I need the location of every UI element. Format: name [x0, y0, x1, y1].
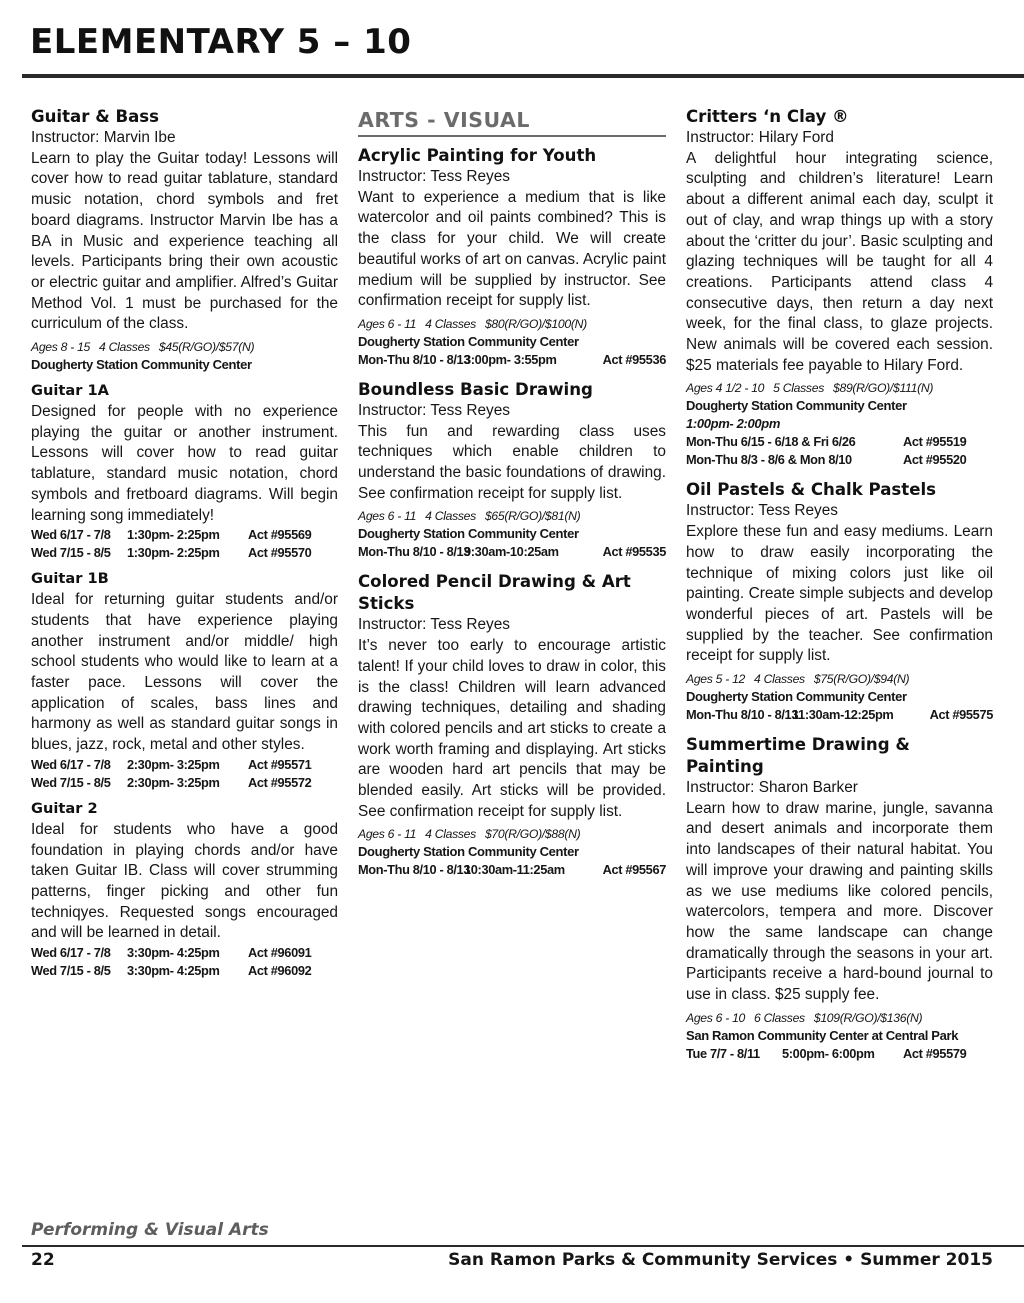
session-act: Act #95579 — [903, 1045, 967, 1061]
session-days: Mon-Thu 8/10 - 8/13 — [686, 707, 799, 723]
course-title: Colored Pencil Drawing & Art Sticks — [358, 572, 631, 614]
course-instructor: Instructor: Tess Reyes — [358, 168, 510, 185]
course-description: Learn to play the Guitar today! Lessons will cover how to read guitar tablature, standard music notation, chord symbols and fret board diagrams. Instructor Marvin Ibe has a BA in Music and experience teaching all levels. Participants bring their own acoustic or electric guitar and amplifier. Alfred’s Guitar Method Vol. 1 must be purchased for the curriculum of the class. — [31, 149, 338, 333]
session-days: Wed 6/17 - 7/8 — [31, 527, 111, 543]
session-act: Act #96091 — [248, 945, 312, 961]
session-act: Act #95567 — [602, 862, 666, 878]
session-days: Mon-Thu 8/3 - 8/6 & Mon 8/10 — [686, 452, 852, 468]
session-act: Act #95575 — [929, 707, 993, 723]
course-classes: 6 Classes — [754, 1010, 805, 1025]
publication-info: San Ramon Parks & Community Services • Summer 2015 — [448, 1250, 993, 1270]
session-time: 11:30am-12:25pm — [792, 707, 894, 723]
course-ages: Ages 5 - 12 — [686, 672, 746, 687]
session-days: Wed 7/15 - 8/5 — [31, 963, 111, 979]
course-description: Ideal for returning guitar students and/or students that have experience playing another instrument and/or middle/ high school students who would like to learn at a faster pace. Lessons will cover the application of scales, bass lines and harmony as well as standard guitar songs in blues, jazz, rock, metal and other styles. — [31, 591, 338, 754]
course-fee: $45(R/GO)/$57(N) — [158, 340, 255, 355]
course-classes: 4 Classes — [425, 316, 476, 331]
course-classes: 4 Classes — [99, 340, 150, 355]
course-ages: Ages 8 - 15 — [31, 340, 91, 355]
course-instructor: Instructor: Tess Reyes — [358, 616, 510, 634]
course-title: Guitar 1B — [31, 570, 109, 588]
course-description: Want to experience a medium that is like watercolor and oil paints combined? This is the class for your child. We will create beautiful works of art on canvas. Acrylic paint medium will be supplied by instructor. See confirmation receipt for supply list. — [358, 188, 666, 310]
course-ages: Ages 6 - 11 — [358, 316, 417, 331]
session-time: 3:30pm- 4:25pm — [127, 945, 220, 961]
course-title: Summertime Drawing & Painting — [686, 735, 910, 777]
session-row — [686, 451, 993, 469]
column-3 — [686, 106, 993, 1063]
session-row — [31, 526, 338, 544]
session-days: Tue 7/7 - 8/11 — [686, 1045, 760, 1061]
session-days: Wed 6/17 - 7/8 — [31, 756, 111, 772]
course-meta — [358, 315, 666, 333]
column-2 — [358, 106, 666, 879]
session-row — [31, 962, 338, 980]
session-act: Act #95571 — [248, 756, 312, 772]
session-act: Act #95572 — [248, 774, 312, 790]
section-title: ARTS - VISUAL — [358, 108, 666, 137]
session-row — [31, 544, 338, 562]
session-act: Act #95536 — [602, 351, 666, 367]
course-classes: 4 Classes — [425, 827, 476, 842]
course-meta — [686, 670, 993, 688]
session-row — [686, 433, 993, 451]
course-title: Acrylic Painting for Youth — [358, 146, 597, 165]
session-time: 1:30pm- 2:25pm — [127, 545, 220, 561]
course-location: Dougherty Station Community Center — [686, 398, 907, 414]
course-location: Dougherty Station Community Center — [358, 333, 579, 349]
course-fee: $109(R/GO)/$136(N) — [813, 1010, 923, 1025]
course-location: Dougherty Station Community Center — [31, 357, 252, 373]
page-number: 22 — [31, 1250, 55, 1270]
session-days: Wed 6/17 - 7/8 — [31, 945, 111, 961]
session-time: 2:30pm- 3:25pm — [127, 774, 220, 790]
course-description: Explore these fun and easy mediums. Learn how to draw easily incorporating the technique of mixing colors just like oil painting. Create simple subjects and develop wonderful pieces of art. Pastels will be supplied by the teacher. See confirmation receipt for supply list. — [686, 523, 993, 665]
course-ages: Ages 6 - 10 — [686, 1010, 746, 1025]
session-row — [31, 774, 338, 792]
session-time: 3:30pm- 4:25pm — [127, 963, 220, 979]
course-ages: Ages 4 1/2 - 10 — [686, 381, 765, 396]
session-act: Act #95520 — [903, 452, 967, 468]
course-location: San Ramon Community Center at Central Park — [686, 1027, 959, 1043]
course-fee: $70(R/GO)/$88(N) — [484, 827, 581, 842]
course-fee: $89(R/GO)/$111(N) — [832, 381, 934, 396]
course-meta — [358, 825, 666, 843]
course-ages: Ages 6 - 11 — [358, 827, 417, 842]
course-instructor: Instructor: Sharon Barker — [686, 779, 858, 797]
course-title: Guitar & Bass — [31, 107, 160, 126]
session-row — [31, 944, 338, 962]
course-instructor: Instructor: Hilary Ford — [686, 129, 834, 146]
session-act: Act #95519 — [903, 434, 967, 450]
course-title: Guitar 1A — [31, 382, 109, 400]
session-days: Wed 7/15 - 8/5 — [31, 774, 111, 790]
course-fee: $75(R/GO)/$94(N) — [813, 672, 910, 687]
course-description: It’s never too early to encourage artistic talent! If your child loves to draw in color, this is the class! Children will learn advanced drawing techniques, detailing and shading with colored pencils and art sticks to create a work worth framing and displaying. Art sticks are wooden hard art pencils that may be blended easily. Art sticks will be provided. See confirmation receipt for supply list. — [358, 637, 666, 820]
session-time: 9:30am-10:25am — [464, 544, 559, 560]
course-title: Oil Pastels & Chalk Pastels — [686, 480, 937, 500]
session-act: Act #95569 — [248, 527, 312, 543]
session-time: 5:00pm- 6:00pm — [782, 1045, 875, 1061]
course-classes: 4 Classes — [754, 672, 805, 687]
course-ages: Ages 6 - 11 — [358, 509, 417, 524]
session-days: Mon-Thu 8/10 - 8/13 — [358, 862, 471, 878]
footer-category: Performing & Visual Arts — [31, 1220, 269, 1240]
session-row — [686, 1045, 993, 1063]
course-instructor: Instructor: Tess Reyes — [358, 401, 510, 419]
course-description: This fun and rewarding class uses techniques which enable children to understand the basic foundations of drawing. See confirmation receipt for supply list. — [358, 422, 666, 502]
course-title: Critters ‘n Clay ® — [686, 107, 849, 126]
column-1 — [31, 106, 338, 980]
session-time: 10:30am-11:25am — [464, 862, 565, 878]
session-act: Act #96092 — [248, 963, 312, 979]
course-location: Dougherty Station Community Center — [358, 844, 579, 860]
session-days: Mon-Thu 8/10 - 8/13 — [358, 544, 471, 560]
session-act: Act #95570 — [248, 545, 312, 561]
session-days: Wed 7/15 - 8/5 — [31, 545, 111, 561]
session-row — [686, 706, 993, 724]
course-fee: $80(R/GO)/$100(N) — [484, 316, 587, 331]
course-title: Boundless Basic Drawing — [358, 379, 593, 399]
session-row — [31, 756, 338, 774]
course-classes: 4 Classes — [425, 509, 476, 524]
header-divider — [22, 74, 1024, 78]
course-location: Dougherty Station Community Center — [686, 689, 907, 705]
page-title: ELEMENTARY 5 – 10 — [30, 22, 412, 62]
course-meta — [31, 338, 338, 356]
course-meta — [686, 1009, 993, 1027]
course-description: Ideal for students who have a good foundation in playing chords and/or have taken Guitar IB. Class will cover strumming patterns, finger picking and other fun techniqyes. Requested songs encouraged and will be learned in detail. — [31, 820, 338, 942]
course-time: 1:00pm- 2:00pm — [686, 416, 781, 432]
course-classes: 5 Classes — [773, 381, 824, 396]
session-row — [358, 861, 666, 879]
session-time: 2:30pm- 3:25pm — [127, 756, 220, 772]
session-time: 3:00pm- 3:55pm — [464, 351, 557, 367]
session-act: Act #95535 — [602, 544, 666, 560]
course-description: Designed for people with no experience playing the guitar or another instrument. Lessons will cover how to read guitar tablature, standard music notation, chord symbols and fretboard diagrams. Will begin learning song immediately! — [31, 403, 338, 524]
session-row — [358, 543, 666, 561]
course-title: Guitar 2 — [31, 799, 98, 817]
course-instructor: Instructor: Marvin Ibe — [31, 129, 176, 146]
course-description: Learn how to draw marine, jungle, savanna and desert animals and incorporate them into landscapes of their natural habitat. You will improve your drawing and painting skills as we use mediums like colored pencils, watercolors, tempera and more. Discover how the same landscape can change dramatically through the seasons in your art. Participants receive a hard-bound journal to use in class. $25 supply fee. — [686, 799, 993, 1004]
course-location: Dougherty Station Community Center — [358, 526, 579, 542]
session-days: Mon-Thu 8/10 - 8/13 — [358, 351, 471, 367]
course-meta — [358, 507, 666, 525]
session-days: Mon-Thu 6/15 - 6/18 & Fri 6/26 — [686, 434, 856, 450]
footer-divider — [22, 1245, 1024, 1247]
session-time: 1:30pm- 2:25pm — [127, 527, 220, 543]
session-row — [358, 351, 666, 369]
course-description: A delightful hour integrating science, sculpting and children’s literature! Learn about a different animal each day, sculpt it out of clay, and wrap things up with a story about the ‘critter du jour’. Basic sculpting and glazing techniques will be taught for all 4 creations. Participants attend class 4 consecutive days, then return a day next week, for the final class, to glaze projects. New animals will be covered each session. $25 materials fee payable to Hilary Ford. — [686, 149, 993, 374]
course-fee: $65(R/GO)/$81(N) — [484, 509, 581, 524]
course-instructor: Instructor: Tess Reyes — [686, 502, 838, 520]
course-meta — [686, 379, 993, 397]
